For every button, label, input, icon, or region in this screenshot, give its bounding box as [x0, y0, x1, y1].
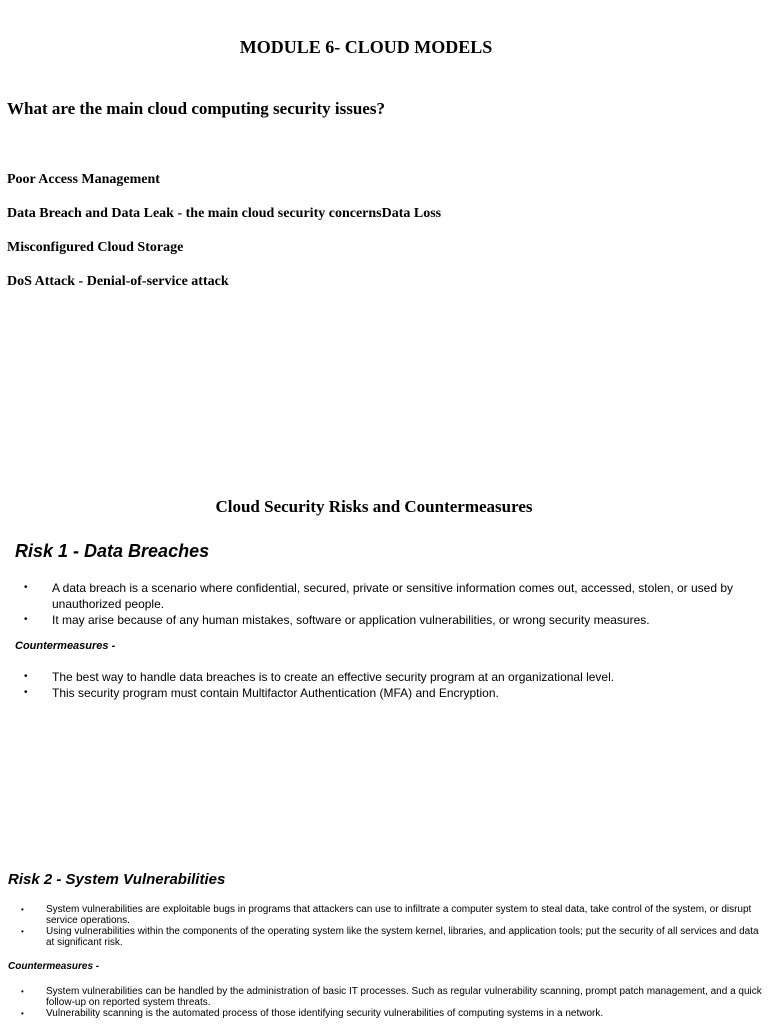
- bullet-icon: •: [24, 687, 28, 698]
- list-item-text: A data breach is a scenario where confidential, secured, private or sensitive information comes out, accessed, stolen, or used by unauthorized people.: [52, 581, 734, 611]
- issue-item: Misconfigured Cloud Storage: [7, 240, 184, 255]
- risk2-countermeasures-list: [0, 986, 762, 1019]
- list-item-text: The best way to handle data breaches is to create an effective security program at an organizational level.: [52, 670, 615, 684]
- list-item: [0, 669, 740, 685]
- issue-item: DoS Attack - Denial-of-service attack: [7, 274, 229, 289]
- list-item: [0, 926, 762, 948]
- risk1-points-list: [0, 580, 740, 628]
- list-item: [0, 904, 762, 926]
- list-item: [0, 1008, 762, 1019]
- bullet-icon: •: [24, 671, 28, 682]
- risk2-title: Risk 2 - System Vulnerabilities: [8, 871, 226, 888]
- list-item: [0, 986, 762, 1008]
- risk2-points-list: [0, 904, 762, 948]
- bullet-icon: •: [24, 614, 28, 625]
- issue-item: Poor Access Management: [7, 172, 160, 187]
- list-item: [0, 685, 740, 701]
- list-item-text: System vulnerabilities can be handled by the administration of basic IT processes. Such as regular vulnerability scanning, prompt patch management, and a quick follow-up on reported system threats.: [46, 986, 762, 1008]
- bullet-icon: •: [21, 905, 24, 914]
- risk1-countermeasures-label: Countermeasures -: [15, 640, 116, 652]
- list-item-text: System vulnerabilities are exploitable bugs in programs that attackers can use to infiltrate a computer system to steal data, take control of the system, or disrupt service operations.: [46, 904, 752, 926]
- bullet-icon: •: [21, 1009, 24, 1018]
- list-item-text: It may arise because of any human mistakes, software or application vulnerabilities, or wrong security measures.: [52, 613, 650, 627]
- risk1-countermeasures-list: [0, 669, 740, 701]
- section-heading: Cloud Security Risks and Countermeasures: [215, 497, 533, 516]
- risk1-title: Risk 1 - Data Breaches: [15, 541, 210, 561]
- bullet-icon: •: [24, 582, 28, 593]
- list-item-text: Vulnerability scanning is the automated process of those identifying security vulnerabilities of computing systems in a network.: [46, 1008, 604, 1019]
- module-title: MODULE 6- CLOUD MODELS: [239, 37, 493, 57]
- bullet-icon: •: [21, 987, 24, 996]
- list-item: [0, 580, 740, 612]
- list-item: [0, 612, 740, 628]
- question-heading: What are the main cloud computing security issues?: [7, 99, 385, 118]
- list-item-text: Using vulnerabilities within the components of the operating system like the system kernel, libraries, and application tools; put the security of all services and data at significant risk.: [46, 926, 759, 948]
- bullet-icon: •: [21, 927, 24, 936]
- issue-item: Data Breach and Data Leak - the main cloud security concernsData Loss: [7, 206, 442, 221]
- risk2-countermeasures-label: Countermeasures -: [8, 961, 100, 972]
- list-item-text: This security program must contain Multifactor Authentication (MFA) and Encryption.: [52, 686, 499, 700]
